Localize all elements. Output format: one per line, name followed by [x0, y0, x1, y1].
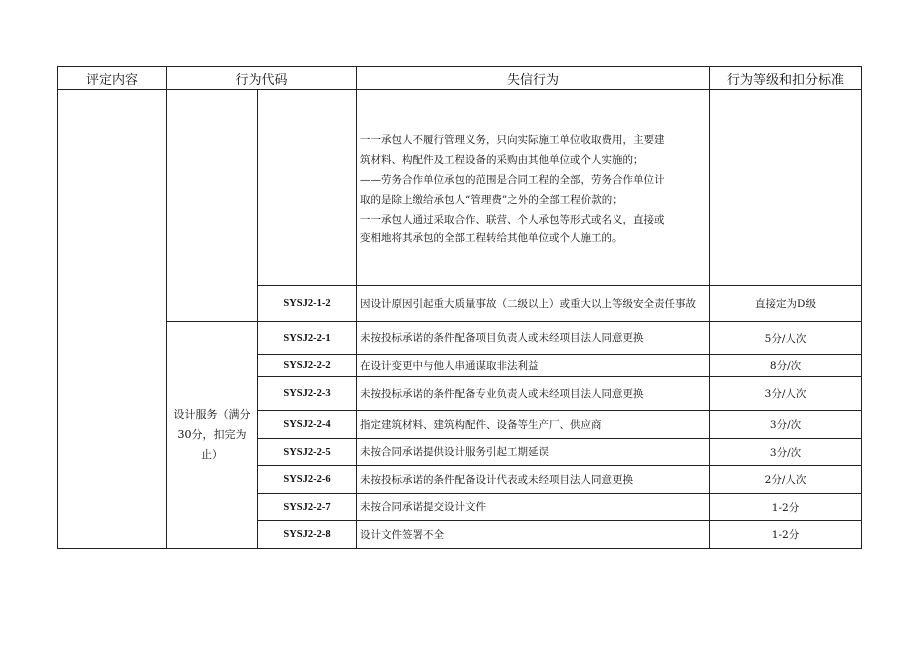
header-code: 行为代码: [167, 67, 357, 90]
deduction-standard: 8分/次: [710, 355, 862, 377]
code-cell-empty: [258, 90, 357, 286]
description-line: 筑材料、构配件及工程设备的采购由其他单位或个人实施的；: [360, 153, 644, 166]
table-row: [58, 90, 862, 286]
transfer-description: [357, 90, 710, 286]
behavior-code: SYSJ2-2-3: [258, 377, 357, 411]
behavior-description: 未按投标承诺的条件配备专业负责人或未经项目法人同意更换: [357, 377, 710, 411]
category-design-service: 设计服务（满分30分，扣完为止）: [167, 322, 258, 549]
behavior-code: SYSJ2-2-7: [258, 494, 357, 521]
deduction-standard: 3分/人次: [710, 377, 862, 411]
behavior-description: 因设计原因引起重大质量事故（二级以上）或重大以上等级安全责任事故: [357, 286, 710, 322]
header-content: 评定内容: [58, 67, 167, 90]
deduction-standard: 2分/人次: [710, 466, 862, 494]
behavior-description: 在设计变更中与他人串通谋取非法利益: [357, 355, 710, 377]
description-line: ——劳务合作单位承包的范围是合同工程的全部，劳务合作单位计: [360, 173, 665, 186]
behavior-code: SYSJ2-1-2: [258, 286, 357, 322]
deduction-standard: 直接定为D级: [710, 286, 862, 322]
description-line: 一一承包人不履行管理义务，只向实际施工单位收取费用，主要建: [360, 133, 665, 146]
deduction-standard: 5分/人次: [710, 322, 862, 355]
header-row: [58, 67, 862, 90]
behavior-code: SYSJ2-2-4: [258, 411, 357, 439]
description-line: 变相地将其承包的全部工程转给其他单位或个人施工的。: [360, 231, 623, 244]
behavior-description: 指定建筑材料、建筑构配件、设备等生产厂、供应商: [357, 411, 710, 439]
description-line: 一一承包人通过采取合作、联营、个人承包等形式或名义，直接或: [360, 213, 665, 226]
behavior-description: 未按合同承诺提供设计服务引起工期延误: [357, 439, 710, 466]
behavior-code: SYSJ2-2-5: [258, 439, 357, 466]
deduction-standard: 3分/次: [710, 439, 862, 466]
behavior-code: SYSJ2-2-1: [258, 322, 357, 355]
standard-cell-empty: [710, 90, 862, 286]
description-line: 取的是除上缴给承包人“管理费”之外的全部工程价款的；: [360, 193, 623, 206]
deduction-standard: 1-2分: [710, 521, 862, 549]
behavior-description: 未按投标承诺的条件配备设计代表或未经项目法人同意更换: [357, 466, 710, 494]
behavior-code: SYSJ2-2-6: [258, 466, 357, 494]
deduction-standard: 3分/次: [710, 411, 862, 439]
behavior-description: 未按投标承诺的条件配备项目负责人或未经项目法人同意更换: [357, 322, 710, 355]
table-row: [58, 322, 862, 355]
header-standard: 行为等级和扣分标准: [710, 67, 862, 90]
evaluation-table: [57, 66, 862, 549]
content-cell-empty: [58, 90, 167, 549]
deduction-standard: 1-2分: [710, 494, 862, 521]
behavior-code: SYSJ2-2-8: [258, 521, 357, 549]
header-behavior: 失信行为: [357, 67, 710, 90]
behavior-description: 设计文件签署不全: [357, 521, 710, 549]
subcategory-cell-empty: [167, 90, 258, 322]
behavior-code: SYSJ2-2-2: [258, 355, 357, 377]
behavior-description: 未按合同承诺提交设计文件: [357, 494, 710, 521]
